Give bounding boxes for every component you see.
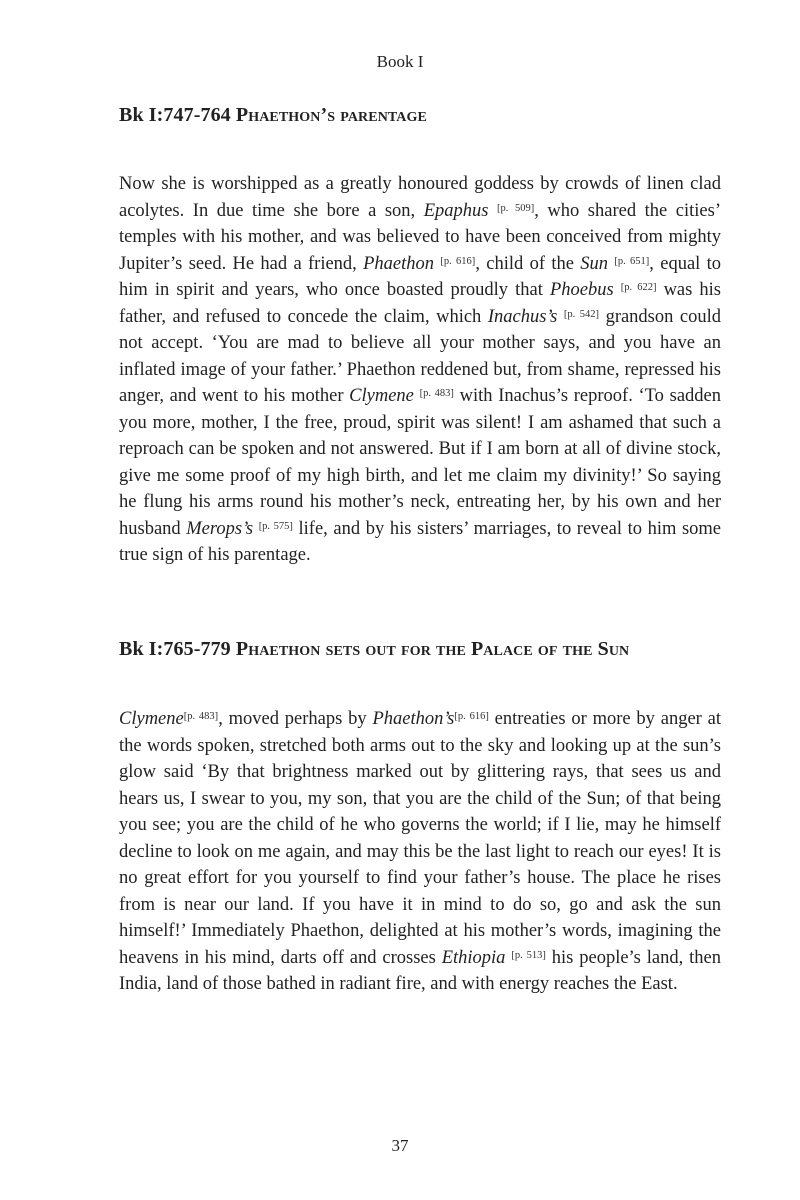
text-run: grandson could not accept. ‘You are mad to believe all your mother says, and you have an inflated image of your father.’ Phaethon reddened but, from shame, repressed his anger, and went to his mother bbox=[119, 306, 722, 406]
text-run: Now she is worshipped as a greatly honoured goddess by crowds of linen clad acolytes. In due time she bore a son, bbox=[119, 174, 721, 221]
section-heading-id: Bk I:765-779 bbox=[119, 638, 231, 660]
section-heading-title: Phaethon sets out for the Palace of the Sun bbox=[235, 638, 630, 660]
page-reference: [p. 513] bbox=[511, 949, 546, 961]
text-run: entreaties or more by anger at the words spoken, stretched both arms out to the sky and looking up at the sun’s glow said ‘By that brightness marked out by glittering rays, that sees us and hears us, I swear to you, my son, that you are the child of the Sun; of that being you see; you are the child of he who governs the world; if I lie, may he himself decline to look on me again, and may this be the last light to reach our eyes! It is no great effort for you yourself to find your father’s house. The place he rises from is near our land. If you have it in mind to do so, go and ask the sun himself!’ Immediately Phaethon, delighted at his mother’s words, imagining the heavens in his mind, darts off and crosses bbox=[119, 709, 722, 968]
italic-name: Phoebus bbox=[549, 280, 614, 300]
text-run: , moved perhaps by bbox=[218, 709, 373, 729]
italic-name: Ethiopia bbox=[441, 947, 506, 968]
text-run: , equal to him in spirit and years, who once boasted proudly that bbox=[119, 253, 722, 300]
italic-name: Phaethon’s bbox=[372, 709, 455, 729]
page-reference: [p. 483] bbox=[183, 711, 219, 722]
italic-name: Inachus’s bbox=[487, 306, 558, 327]
section-heading bbox=[119, 638, 719, 661]
page-reference: [p. 616] bbox=[440, 255, 476, 267]
page-reference: [p. 622] bbox=[620, 282, 657, 293]
text-run: his people’s land, then India, land of those bathed in radiant fire, and with energy reaches the East. bbox=[119, 947, 721, 994]
page-reference: [p. 509] bbox=[497, 202, 535, 214]
page-reference: [p. 616] bbox=[454, 711, 489, 722]
text-run: life, and by his sisters’ marriages, to reveal to him some true sign of his parentage. bbox=[119, 518, 722, 565]
italic-name: Phaethon bbox=[363, 253, 435, 274]
text-run: with Inachus’s reproof. ‘To sadden you more, mother, I the free, proud, spirit was silent! I am ashamed that such a reproach can be spoken and not answered. But if I am born at all of divine stock, give me some proof of my high birth, and let me claim my divinity!’ So saying he flung his arms round his mother’s neck, entreating her, by his own and her husband bbox=[119, 386, 721, 539]
section-heading-title: Phaethon’s parentage bbox=[235, 104, 427, 126]
paragraph bbox=[119, 171, 721, 569]
section-paragraph bbox=[119, 171, 721, 569]
italic-name: Merops’s bbox=[186, 518, 254, 539]
text-run: , who shared the cities’ temples with his mother, and was believed to have been conceived from mighty Jupiter’s seed. He had a friend, bbox=[119, 200, 721, 274]
italic-name: Clymene bbox=[119, 709, 184, 729]
section-heading-id: Bk I:747-764 bbox=[119, 104, 231, 126]
text-run bbox=[614, 280, 621, 300]
page-reference: [p. 483] bbox=[419, 388, 454, 399]
page-reference: [p. 651] bbox=[614, 255, 650, 267]
italic-name: Sun bbox=[580, 253, 608, 274]
italic-name: Epaphus bbox=[423, 200, 489, 221]
paragraph bbox=[119, 706, 721, 998]
page-reference: [p. 542] bbox=[563, 308, 600, 320]
text-run: was his father, and refused to concede the claim, which bbox=[119, 280, 722, 327]
page-number: 37 bbox=[391, 1136, 409, 1155]
section-heading bbox=[119, 104, 719, 127]
text-run bbox=[488, 201, 497, 221]
section-paragraph bbox=[119, 706, 721, 998]
italic-name: Clymene bbox=[349, 386, 414, 406]
text-run: , child of the bbox=[475, 253, 581, 274]
page-reference: [p. 575] bbox=[258, 520, 293, 532]
running-head: Book I bbox=[376, 52, 424, 71]
